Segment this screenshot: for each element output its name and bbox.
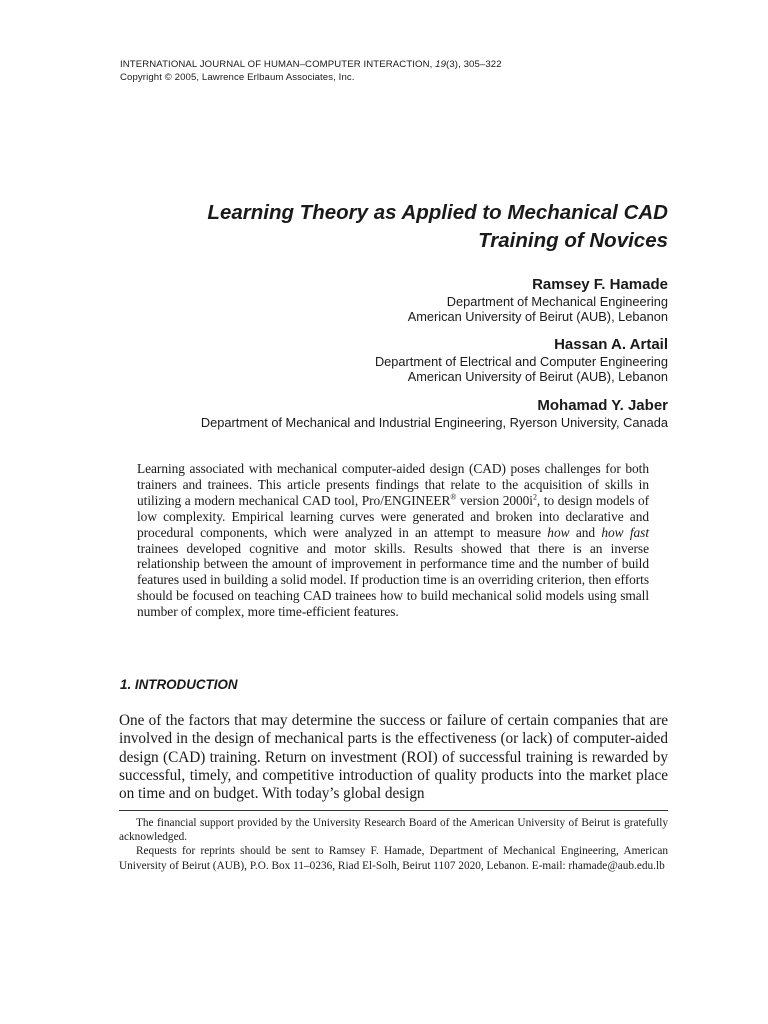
- abstract-text: trainees developed cognitive and motor skills. Results showed that there is an inverse relationship between the amount of improvement in performance time and the number of build features used in building a solid model. If production time is an overriding criterion, then efforts should be focused on teaching CAD trainees how to build mechanical solid models using small number of complex, more time-efficient features.: [137, 540, 649, 620]
- paper-title: [110, 199, 668, 255]
- author-name: Mohamad Y. Jaber: [537, 397, 668, 414]
- footnote-funding: The financial support provided by the University Research Board of the American University of Beirut is gratefully acknowledged.: [119, 817, 668, 844]
- journal-header: [120, 58, 680, 84]
- abstract: [137, 461, 649, 620]
- abstract-superscript: 2: [532, 492, 537, 502]
- abstract-text: Learning associated with mechanical computer-aided design (CAD) poses challenges for both trainers and trainees. This article presents findings that relate to the acquisition of skills in utilizing a modern mechanical CAD tool, Pro/ENGINEER: [137, 461, 649, 508]
- section-heading: 1. INTRODUCTION: [120, 677, 238, 692]
- journal-citation-suffix: (3), 305–322: [446, 59, 502, 70]
- author-name: Hassan A. Artail: [554, 336, 668, 353]
- journal-citation: [120, 58, 680, 71]
- author-block: [110, 335, 668, 384]
- author-name: Ramsey F. Hamade: [532, 276, 668, 293]
- author-affiliation-line: American University of Beirut (AUB), Lebanon: [407, 309, 668, 324]
- intro-paragraph: One of the factors that may determine the success or failure of certain companies that are involved in the design of mechanical parts is the effectiveness (or lack) of computer-aided design (CAD) training. Return on investment (ROI) of successful training is rewarded by successful, timely, and competitive introduction of quality products into the market place on time and on budget. With today’s global design: [119, 712, 668, 803]
- registered-mark: ®: [450, 492, 457, 502]
- abstract-text: version 2000i: [456, 492, 533, 508]
- author-affiliation-line: Department of Mechanical and Industrial Engineering, Ryerson University, Canada: [200, 415, 668, 430]
- author-affiliation-line: Department of Electrical and Computer Engineering: [374, 354, 668, 369]
- journal-citation-prefix: INTERNATIONAL JOURNAL OF HUMAN–COMPUTER INTERACTION,: [120, 59, 436, 70]
- abstract-text: and: [569, 524, 602, 540]
- footnote-reprints: Requests for reprints should be sent to Ramsey F. Hamade, Department of Mechanical Engineering, American University of Beirut (AUB), P.O. Box 11–0236, Riad El-Solh, Beirut 1107 2020, Lebanon. E-mail: rhamade@aub.edu.lb: [119, 845, 668, 872]
- author-block: [110, 275, 668, 324]
- abstract-emphasis: how: [547, 524, 570, 540]
- paper-title-line-1: Learning Theory as Applied to Mechanical CAD: [207, 201, 668, 224]
- footnotes: [119, 816, 668, 873]
- abstract-emphasis: how fast: [601, 524, 649, 540]
- author-block: [110, 396, 668, 430]
- footnote-divider: [119, 810, 668, 811]
- author-affiliation-line: Department of Mechanical Engineering: [446, 294, 668, 309]
- author-affiliation-line: American University of Beirut (AUB), Lebanon: [407, 369, 668, 384]
- paper-title-line-2: Training of Novices: [478, 229, 668, 252]
- journal-copyright: Copyright © 2005, Lawrence Erlbaum Associates, Inc.: [120, 72, 355, 83]
- journal-volume: 19: [435, 59, 447, 70]
- abstract-text: , to design models of low complexity. Empirical learning curves were generated and broken into declarative and procedural components, which were analyzed in an attempt to measure: [137, 492, 649, 540]
